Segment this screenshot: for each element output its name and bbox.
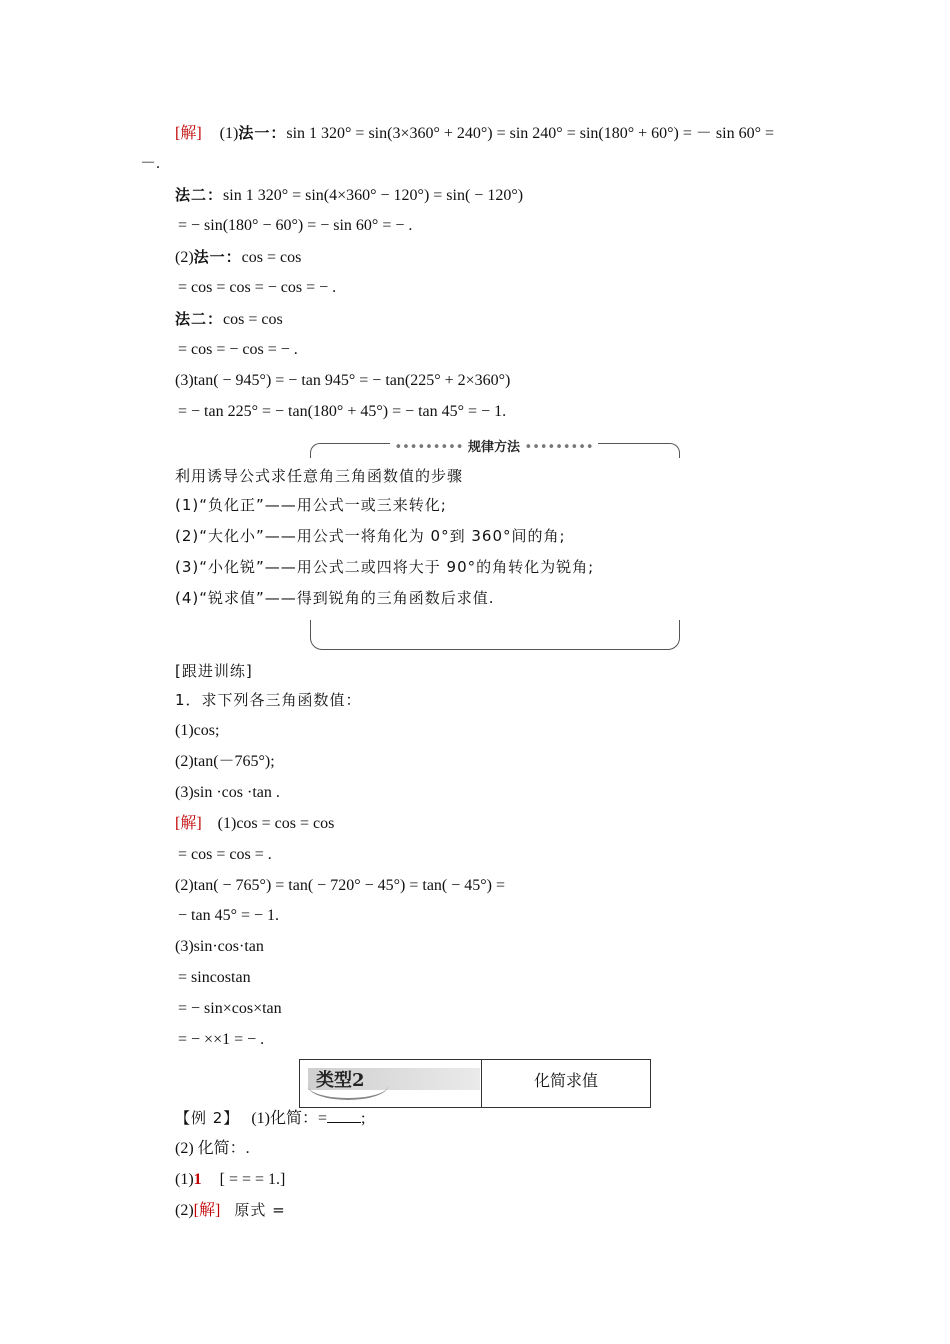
equation: cos = cos — [223, 311, 283, 328]
method-step: (3)“小化锐”——用公式二或四将大于 90°的角转化为锐角; — [175, 558, 595, 576]
method-step: (2)“大化小”——用公式一将角化为 0°到 360°间的角; — [175, 527, 566, 545]
section-type-header — [299, 1059, 651, 1108]
solution-line-5 — [175, 247, 301, 268]
solution-tag: [解] — [175, 815, 202, 832]
solution-line-1 — [175, 123, 774, 144]
method-label: 法二： — [175, 310, 224, 328]
equation: sin 1 320° = sin(3×360° + 240°) = sin 240° = sin(180° + 60°) = － sin 60° = — [286, 125, 774, 142]
practice-item: (3)sin ·cos ·tan . — [175, 784, 280, 801]
part-number: (2) — [175, 249, 194, 266]
method-label: 法一： — [238, 124, 287, 142]
solution-line-7 — [175, 309, 283, 330]
solution-line-6: = cos = cos = − cos = − . — [178, 279, 337, 296]
solution-line-2: －. — [140, 155, 161, 172]
solution-line-10: = − tan 225° = − tan(180° + 45°) = − tan 45° = − 1. — [178, 403, 507, 420]
answer-line-1 — [175, 1170, 285, 1190]
method-box-bottom-border — [310, 620, 680, 650]
practice-solution-line: = cos = cos = . — [178, 846, 272, 863]
punctuation: ; — [361, 1110, 366, 1127]
practice-solution-line: (2)tan( − 765°) = tan( − 720° − 45°) = tan( − 45°) = — [175, 877, 506, 894]
practice-item: (1)cos; — [175, 722, 220, 739]
method-step: (1)“负化正”——用公式一或三来转化; — [175, 496, 447, 514]
equation: sin 1 320° = sin(4×360° − 120°) = sin( − 120°) — [223, 187, 524, 204]
example-line-2: (2) 化简：. — [175, 1140, 250, 1157]
method-label: 法一： — [193, 248, 242, 266]
equals-sign: = — [317, 1110, 328, 1127]
example-tag: 【例 2】 — [175, 1109, 240, 1127]
method-label: 法二： — [175, 186, 224, 204]
solution-line-8: = cos = − cos = − . — [178, 341, 298, 358]
example-line-1 — [175, 1108, 365, 1129]
method-box-title-text: 规律方法 — [467, 440, 520, 455]
solution-line-4: = − sin(180° − 60°) = − sin 60° = − . — [178, 217, 413, 234]
part-number: (1) — [219, 125, 239, 142]
type-title: 化简求值 — [533, 1071, 598, 1090]
solution-line-9: (3)tan( − 945°) = − tan 945° = − tan(225° + 2×360°) — [175, 372, 511, 389]
equation: (1)cos = cos = cos — [217, 815, 335, 832]
practice-question: 1．求下列各三角函数值： — [175, 691, 362, 709]
part-number: (2) — [175, 1202, 194, 1219]
answer-start: 原式 = — [234, 1201, 286, 1219]
method-box-heading: 利用诱导公式求任意角三角函数值的步骤 — [175, 467, 464, 485]
practice-header: [跟进训练] — [175, 662, 253, 680]
type-label: 类型2 — [316, 1070, 365, 1091]
practice-solution-line: = sincostan — [178, 969, 251, 986]
answer-value: 1 — [193, 1171, 202, 1188]
method-box-title: ••••••••• 规律方法 ••••••••• — [320, 436, 668, 455]
practice-solution-line: (3)sin·cos·tan — [175, 938, 264, 955]
answer-blank — [327, 1108, 361, 1123]
practice-item: (2)tan(－765°); — [175, 753, 275, 770]
practice-solution-line: = − ××1 = − . — [178, 1031, 265, 1048]
equation: cos = cos — [241, 249, 302, 266]
example-prompt: (1)化简： — [251, 1110, 318, 1127]
solution-tag: [解] — [175, 125, 202, 142]
answer-explanation: [ = = = 1.] — [219, 1171, 286, 1188]
practice-solution-line: − tan 45° = − 1. — [178, 907, 280, 924]
practice-solution-line: = − sin×cos×tan — [178, 1000, 282, 1017]
practice-solution-line-1 — [175, 814, 334, 834]
answer-line-2 — [175, 1200, 286, 1221]
solution-line-3 — [175, 185, 523, 206]
part-number: (1) — [175, 1171, 194, 1188]
solution-tag: [解] — [193, 1202, 221, 1219]
method-step: (4)“锐求值”——得到锐角的三角函数后求值. — [175, 589, 495, 607]
